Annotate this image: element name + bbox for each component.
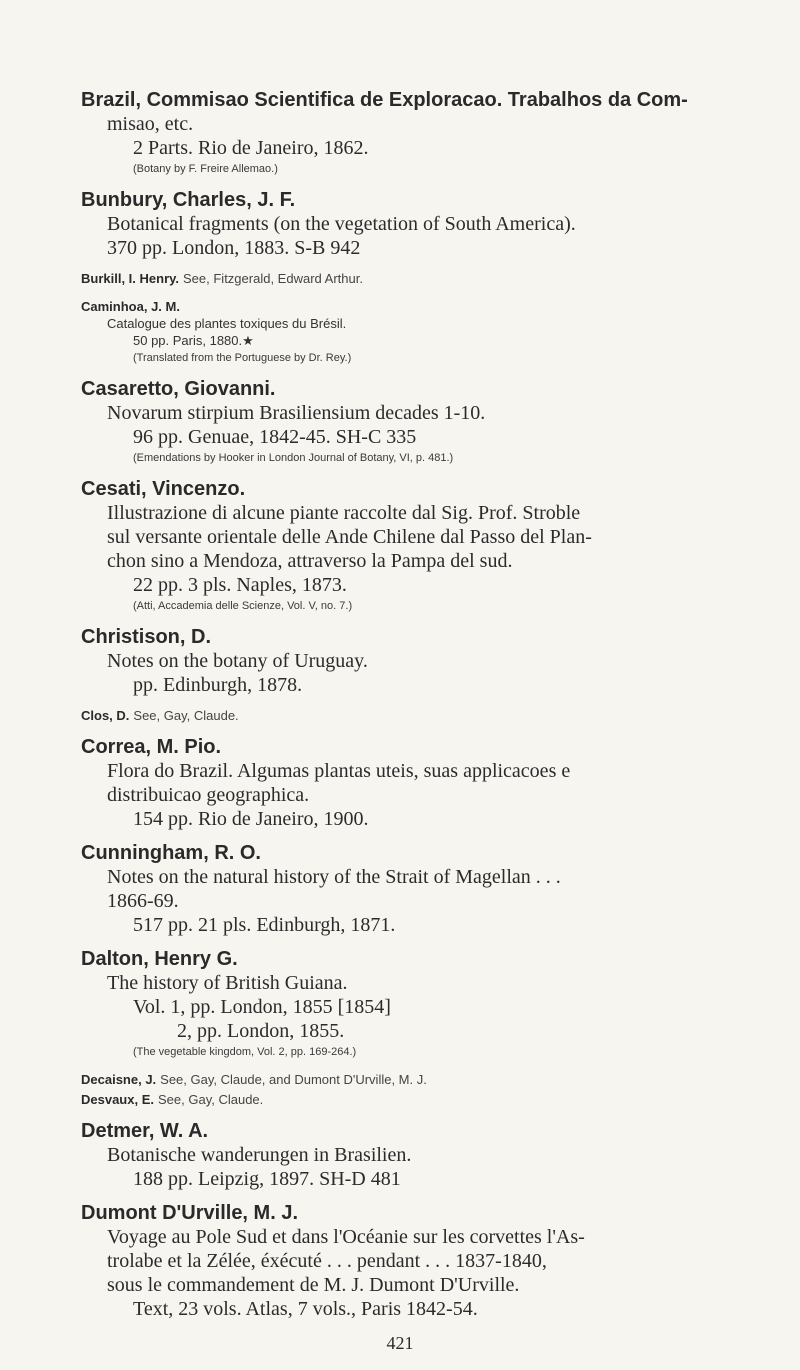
entry-see-ref: See, Gay, Claude. xyxy=(158,1092,264,1107)
entry-note: (Translated from the Portuguese by Dr. Rey.) xyxy=(133,352,352,364)
entry-title: Botanische wanderungen in Brasilien. xyxy=(107,1144,412,1166)
entry-imprint: 517 pp. 21 pls. Edinburgh, 1871. xyxy=(133,914,396,936)
entry-dumont-durville xyxy=(81,1201,761,1321)
entry-author: Correa, M. Pio. xyxy=(81,736,222,758)
entry-casaretto xyxy=(81,377,761,467)
entry-title: Botanical fragments (on the vegetation of South America). xyxy=(107,213,576,235)
entry-volume-1: Vol. 1, pp. London, 1855 [1854] xyxy=(133,996,391,1018)
entry-author: Brazil, Commisao Scientifica de Exploracao. Trabalhos da Com- xyxy=(81,89,688,111)
entry-imprint: 22 pp. 3 pls. Naples, 1873. xyxy=(133,574,347,596)
entry-author: Dumont D'Urville, M. J. xyxy=(81,1202,299,1224)
entry-author: Casaretto, Giovanni. xyxy=(81,378,276,400)
entry-author: Bunbury, Charles, J. F. xyxy=(81,189,296,211)
entry-author: Clos, D. xyxy=(81,708,130,723)
entry-title-line2: trolabe et la Zélée, éxécuté . . . pendant . . . 1837-1840, xyxy=(107,1250,547,1272)
entry-title-line3: chon sino a Mendoza, attraverso la Pampa del sud. xyxy=(107,550,513,572)
entry-imprint: 2 Parts. Rio de Janeiro, 1862. xyxy=(133,137,369,159)
entry-note: (Emendations by Hooker in London Journal of Botany, VI, p. 481.) xyxy=(133,452,454,464)
entry-title-line2: sul versante orientale delle Ande Chilene dal Passo del Plan- xyxy=(107,526,592,548)
entry-see-ref: See, Fitzgerald, Edward Arthur. xyxy=(183,271,363,286)
entry-imprint: pp. Edinburgh, 1878. xyxy=(133,674,303,696)
entry-author: Cunningham, R. O. xyxy=(81,842,261,864)
entry-brazil xyxy=(81,88,761,178)
entry-title: Illustrazione di alcune piante raccolte dal Sig. Prof. Stroble xyxy=(107,502,581,524)
entry-desvaux xyxy=(81,1091,761,1109)
page-number: 421 xyxy=(386,1333,414,1353)
entry-author: Christison, D. xyxy=(81,626,212,648)
entry-see-ref: See, Gay, Claude. xyxy=(133,708,239,723)
entry-volume-2: 2, pp. London, 1855. xyxy=(177,1020,345,1042)
entry-dalton xyxy=(81,947,761,1061)
entry-correa xyxy=(81,735,761,831)
entry-note: (The vegetable kingdom, Vol. 2, pp. 169-264.) xyxy=(133,1046,357,1058)
entry-title: The history of British Guiana. xyxy=(107,972,348,994)
entry-imprint: 188 pp. Leipzig, 1897. SH-D 481 xyxy=(133,1168,401,1190)
entry-title: Catalogue des plantes toxiques du Brésil. xyxy=(107,316,347,331)
entry-title: Flora do Brazil. Algumas plantas uteis, suas applicacoes e xyxy=(107,760,571,782)
entry-cesati xyxy=(81,477,761,615)
entry-clos xyxy=(81,707,761,725)
entry-imprint: 370 pp. London, 1883. S-B 942 xyxy=(107,237,361,259)
entry-title: Notes on the botany of Uruguay. xyxy=(107,650,368,672)
entry-author: Detmer, W. A. xyxy=(81,1120,209,1142)
entry-title-line2: distribuicao geographica. xyxy=(107,784,310,806)
entry-bunbury xyxy=(81,188,761,260)
entry-author: Decaisne, J. xyxy=(81,1072,157,1087)
entry-imprint: Text, 23 vols. Atlas, 7 vols., Paris 1842-54. xyxy=(133,1298,478,1320)
entry-title: Notes on the natural history of the Strait of Magellan . . . xyxy=(107,866,561,888)
entry-detmer xyxy=(81,1119,761,1191)
entry-author: Cesati, Vincenzo. xyxy=(81,478,246,500)
entry-note: (Botany by F. Freire Allemao.) xyxy=(133,163,278,175)
entry-author: Caminhoa, J. M. xyxy=(81,299,180,314)
entry-note: (Atti, Accademia delle Scienze, Vol. V, no. 7.) xyxy=(133,600,353,612)
entry-burkill xyxy=(81,270,761,288)
entry-title: Voyage au Pole Sud et dans l'Océanie sur les corvettes l'As- xyxy=(107,1226,585,1248)
entry-imprint: 50 pp. Paris, 1880.★ xyxy=(133,333,254,348)
entry-author: Dalton, Henry G. xyxy=(81,948,238,970)
entry-cunningham xyxy=(81,841,761,937)
entry-title-line2: 1866-69. xyxy=(107,890,179,912)
entry-see-ref: See, Gay, Claude, and Dumont D'Urville, M. J. xyxy=(160,1072,427,1087)
bibliography-entries xyxy=(81,88,761,1331)
entry-imprint: 154 pp. Rio de Janeiro, 1900. xyxy=(133,808,369,830)
entry-decaisne xyxy=(81,1071,761,1089)
entry-christison xyxy=(81,625,761,697)
entry-imprint: 96 pp. Genuae, 1842-45. SH-C 335 xyxy=(133,426,417,448)
entry-title-line3: sous le commandement de M. J. Dumont D'Urville. xyxy=(107,1274,520,1296)
entry-author: Desvaux, E. xyxy=(81,1092,154,1107)
entry-title: Novarum stirpium Brasiliensium decades 1-10. xyxy=(107,402,486,424)
entry-author: Burkill, I. Henry. xyxy=(81,271,180,286)
entry-caminhoa xyxy=(81,298,761,367)
entry-author-continued: misao, etc. xyxy=(107,113,194,135)
